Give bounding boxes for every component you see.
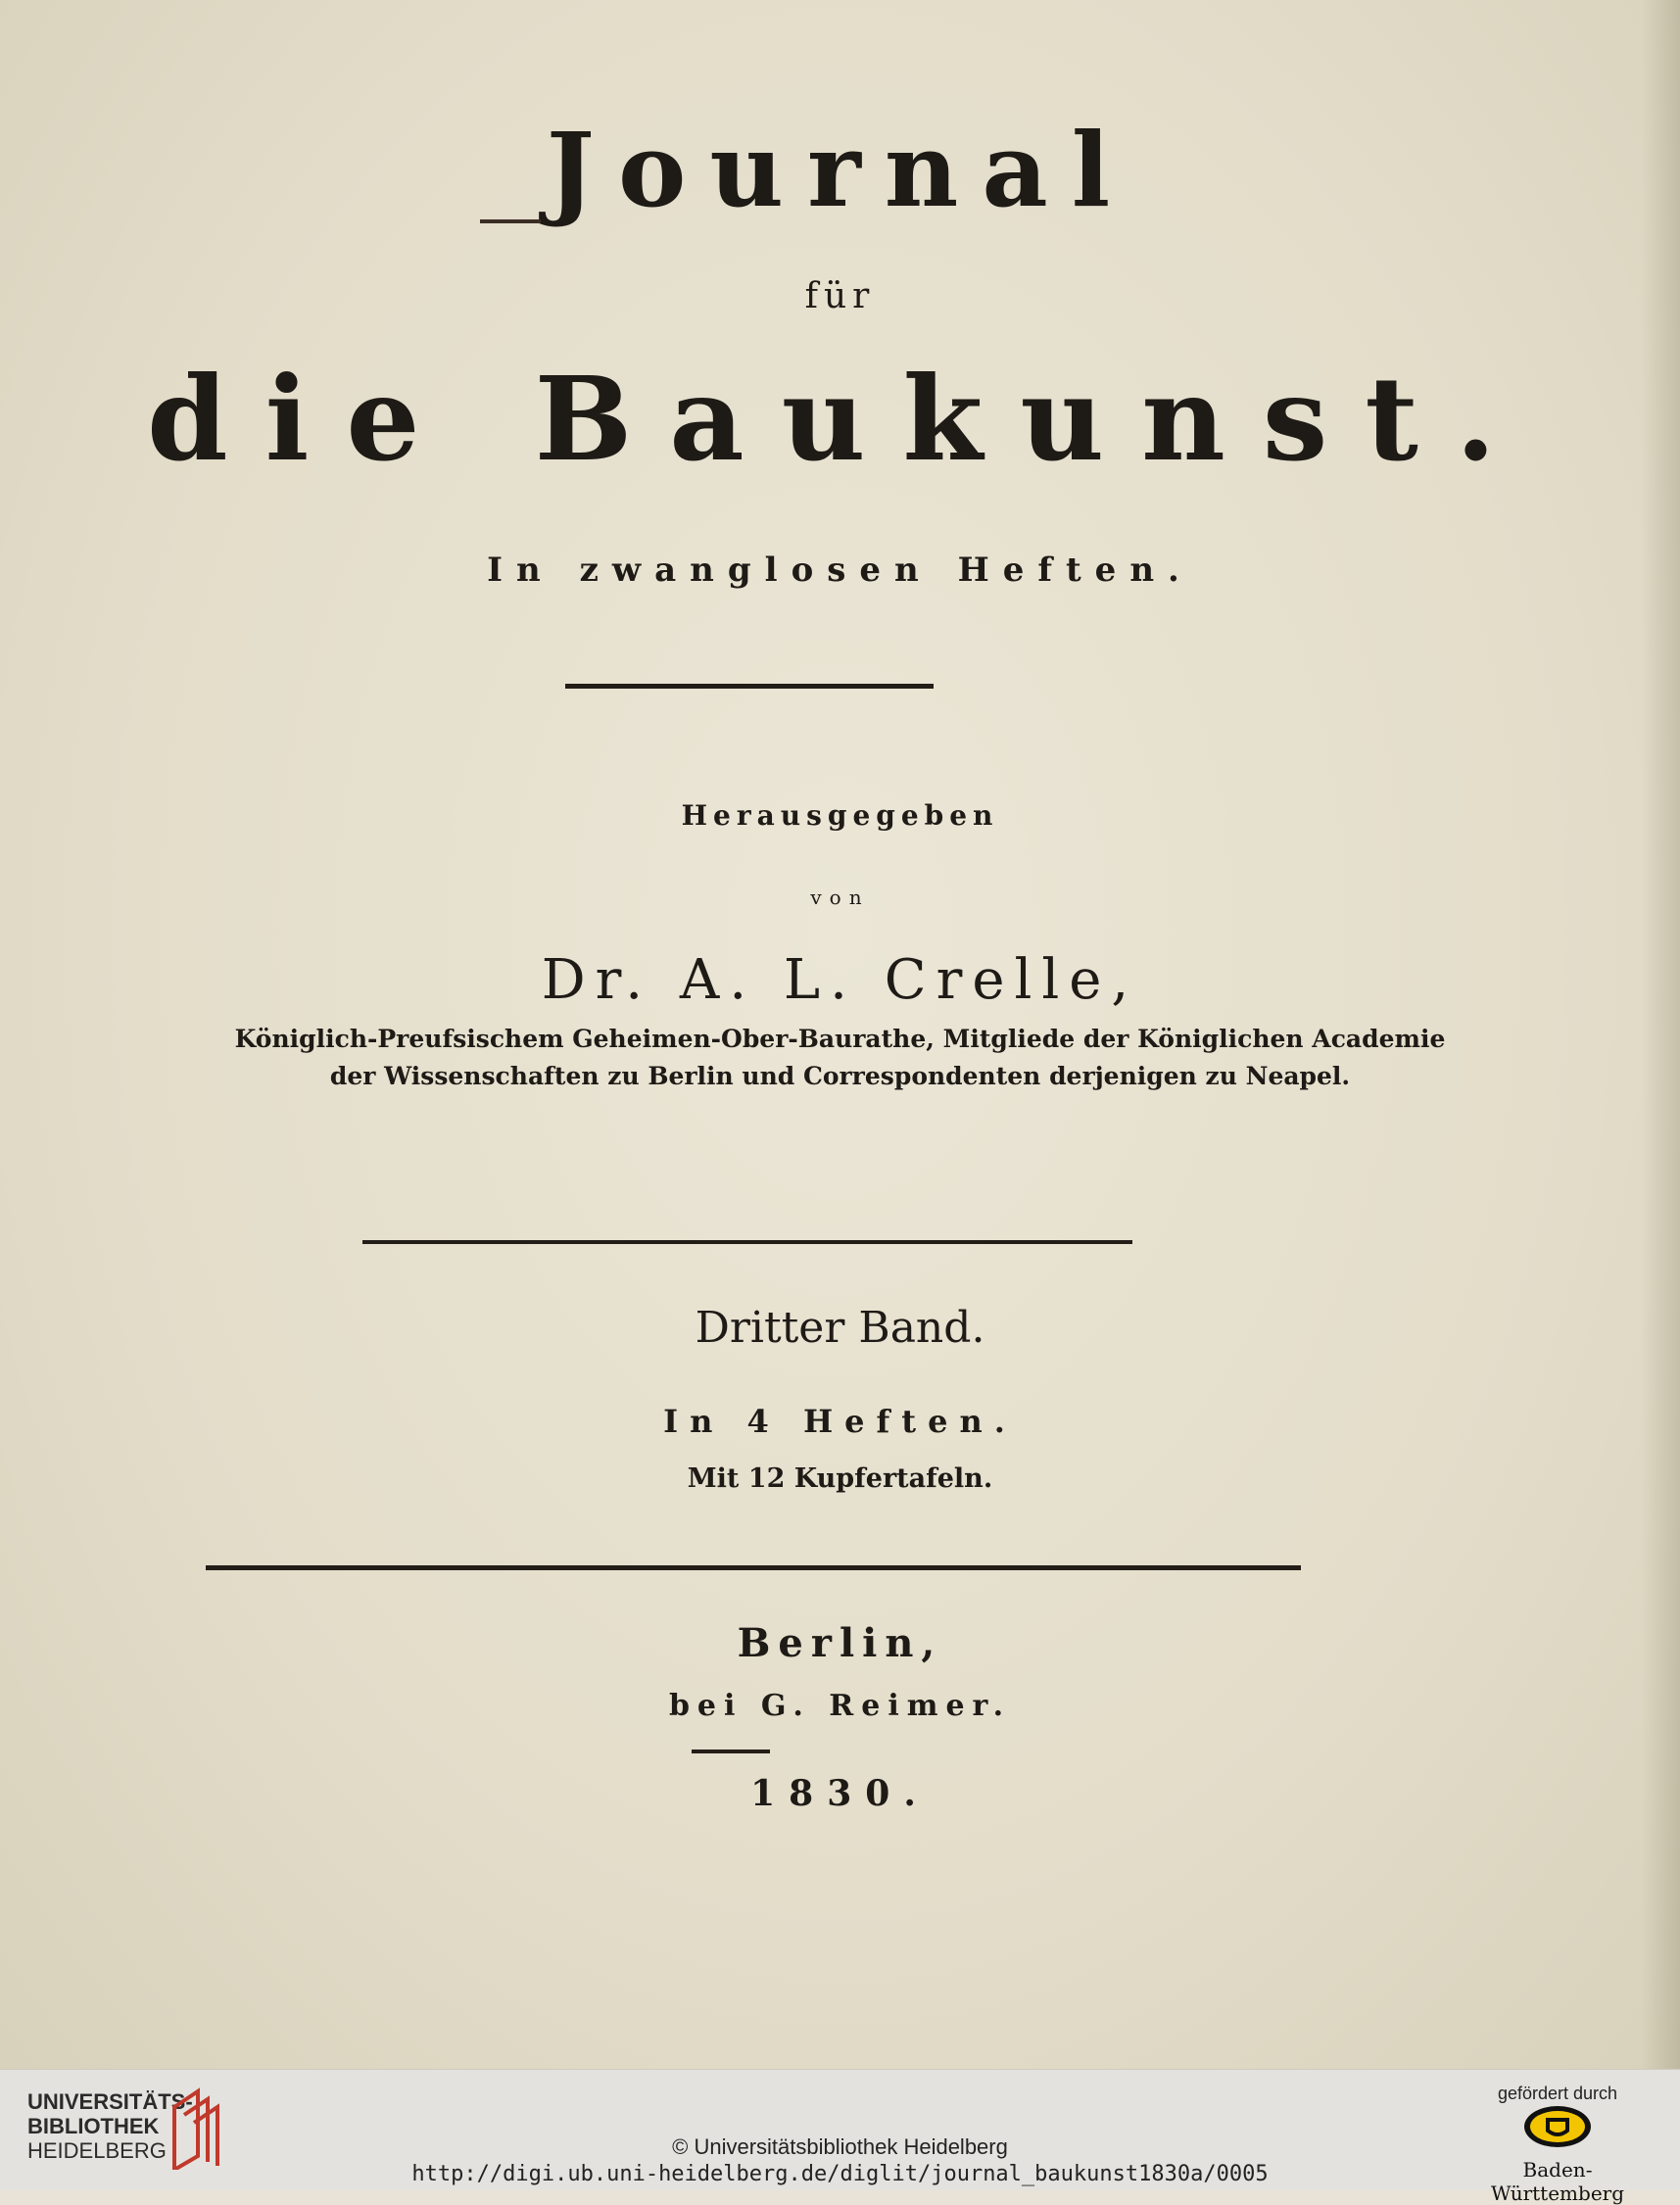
permalink-url[interactable]: http://digi.ub.uni-heidelberg.de/diglit/journal_baukunst1830a/0005 <box>411 2162 1269 2186</box>
sponsor-name: Baden-Württemberg <box>1490 2158 1625 2205</box>
subtitle: In zwanglosen Heften. <box>487 551 1193 590</box>
edited-label: Herausgegeben <box>681 799 999 832</box>
library-name-line3: HEIDELBERG <box>27 2138 167 2163</box>
title-fuer: für <box>804 276 876 316</box>
editor-description-line1: Königlich-Preufsischem Geheimen-Ober-Baurathe, Mitgliede der Königlichen Academie <box>234 1025 1446 1053</box>
publisher: bei G. Reimer. <box>668 1689 1012 1723</box>
divider-rule <box>565 684 934 689</box>
editor-name: Dr. A. L. Crelle, <box>541 948 1139 1012</box>
divider-rule <box>362 1240 1132 1244</box>
issues-label: In 4 Heften. <box>663 1403 1017 1440</box>
by-label: von <box>810 886 870 909</box>
publication-year: 1830. <box>750 1773 930 1814</box>
sponsor-block <box>1484 2084 1631 2205</box>
title-journal: Journal <box>546 110 1134 230</box>
sponsor-label: gefördert durch <box>1497 2084 1618 2103</box>
footer-bar <box>0 2069 1680 2205</box>
library-name-line1: UNIVERSITÄTS- <box>27 2089 193 2114</box>
library-name-line2: BIBLIOTHEK <box>27 2114 160 2138</box>
divider-rule <box>692 1750 770 1753</box>
title-baukunst: die Baukunst. <box>147 351 1533 487</box>
ink-mark <box>480 219 541 223</box>
plates-label: Mit 12 Kupfertafeln. <box>687 1463 993 1494</box>
volume-label: Dritter Band. <box>695 1303 985 1353</box>
divider-rule <box>206 1565 1301 1570</box>
copyright-notice: © Universitätsbibliothek Heidelberg <box>672 2134 1008 2159</box>
publication-city: Berlin, <box>737 1620 943 1666</box>
baden-wuerttemberg-crest-icon <box>1522 2104 1593 2149</box>
editor-description-line2: der Wissenschaften zu Berlin und Correspondenten derjenigen zu Neapel. <box>329 1062 1351 1090</box>
